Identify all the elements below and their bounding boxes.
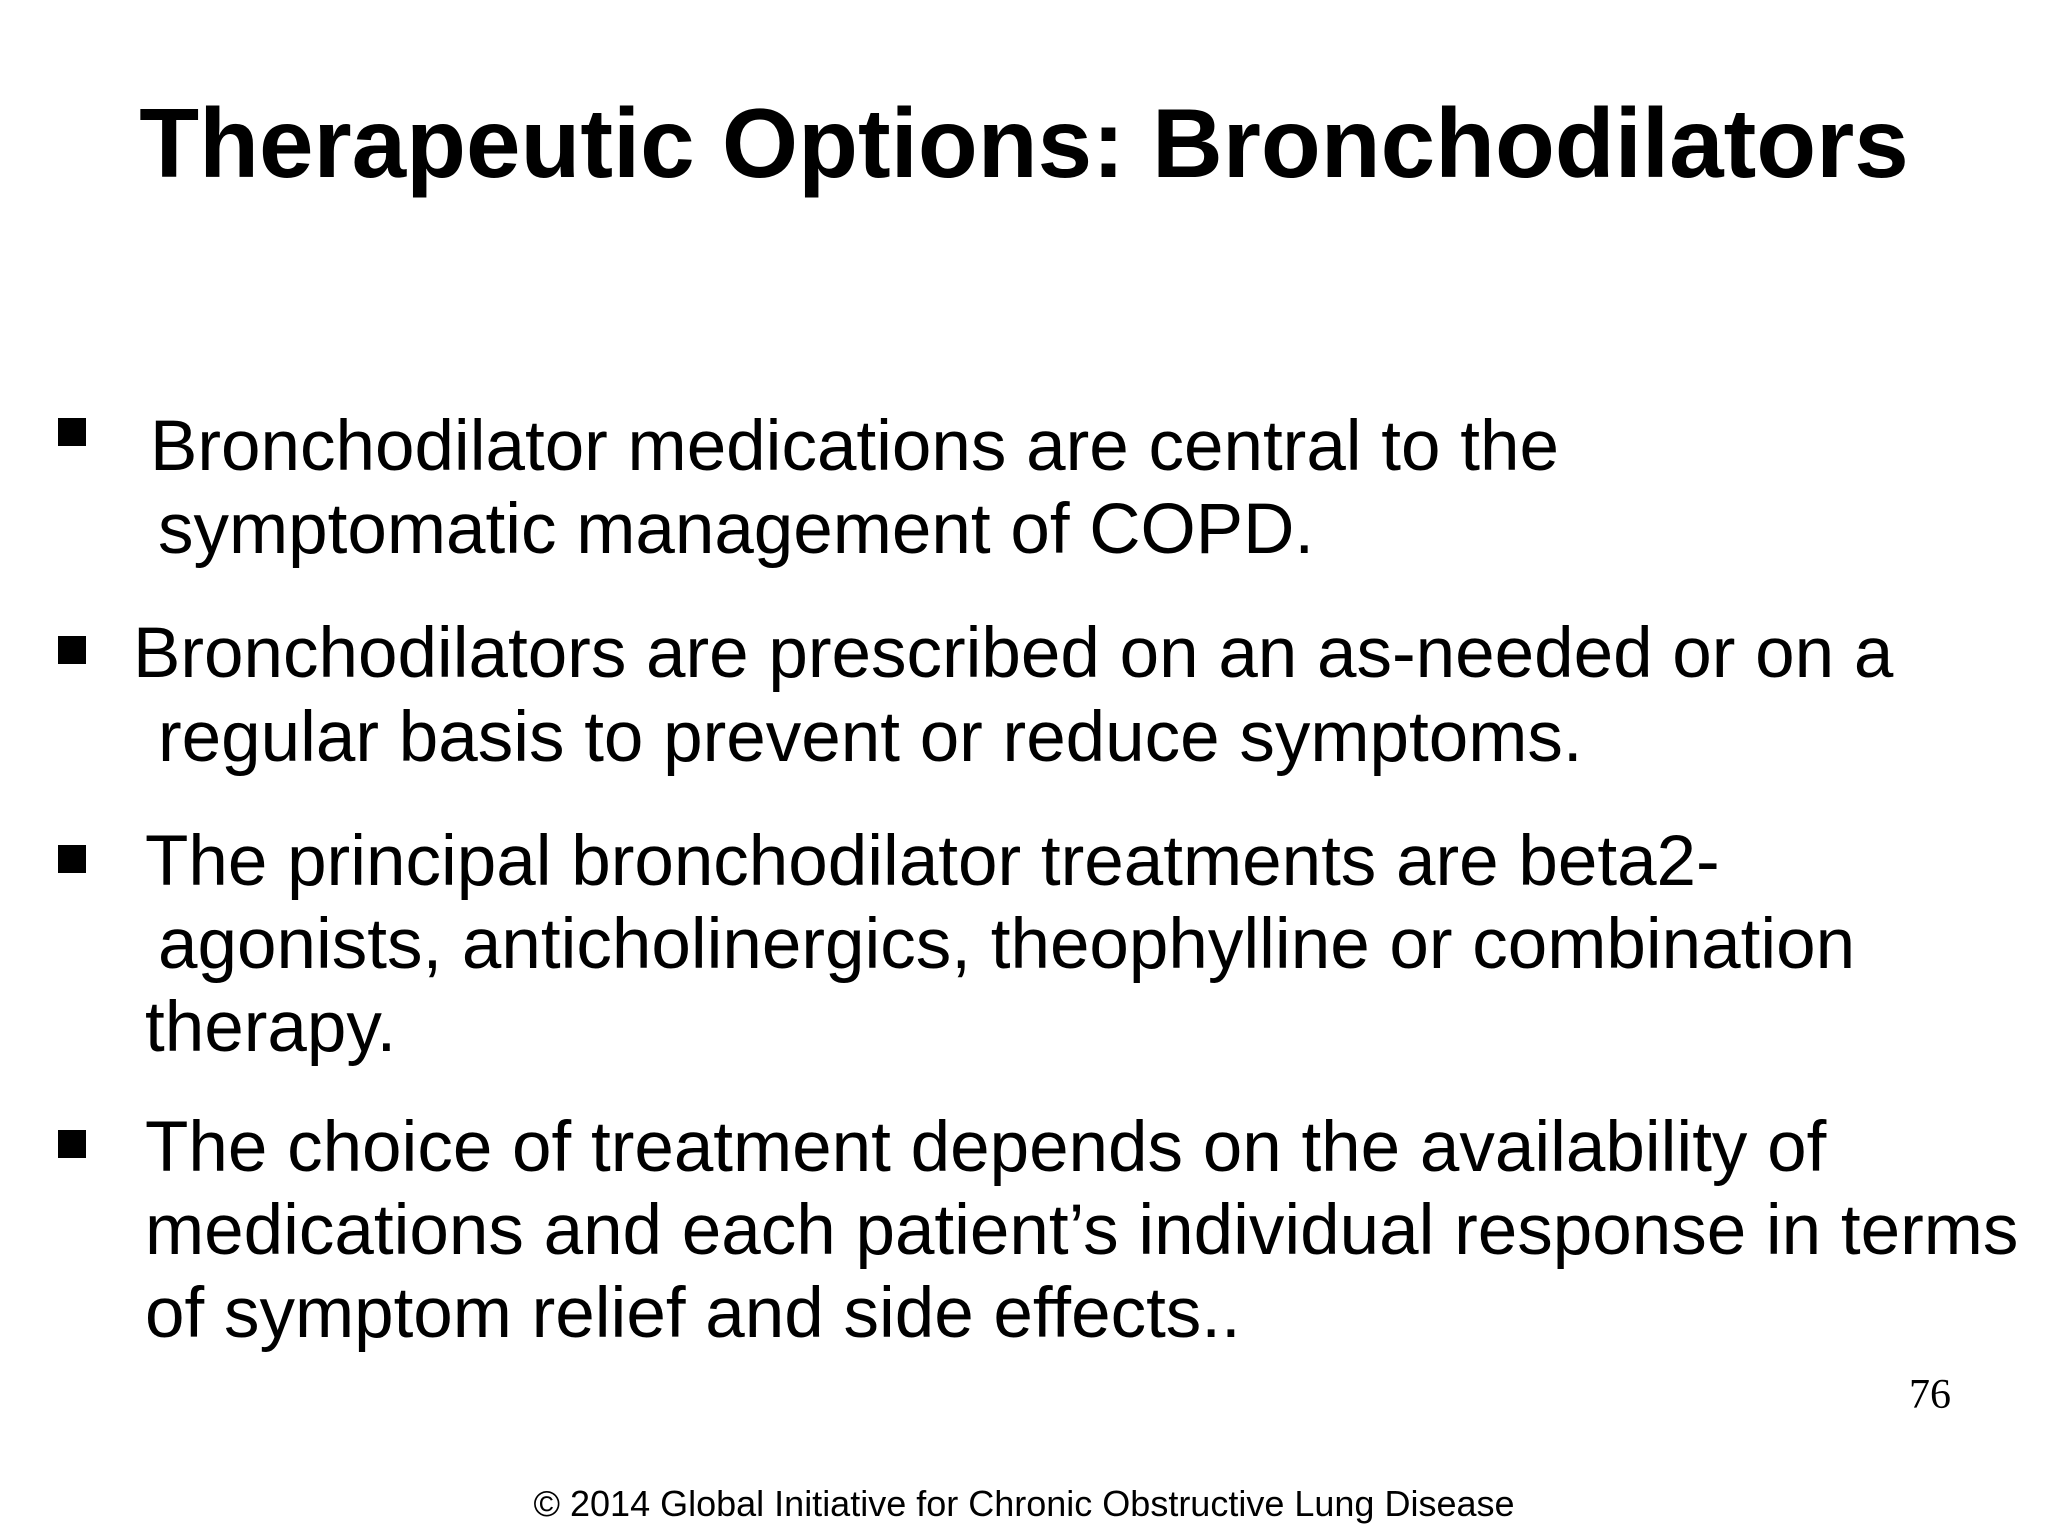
bullet-4-line-1: The choice of treatment depends on the availability of [145,1108,1827,1187]
bullet-2-line-1: Bronchodilators are prescribed on an as-needed or on a [133,614,1894,693]
bullet-2-line-2: regular basis to prevent or reduce symptoms. [158,698,1583,777]
bullet-1-line-1: Bronchodilator medications are central to the [150,407,1559,486]
bullet-3-line-3: therapy. [145,988,397,1067]
copyright-footer: © 2014 Global Initiative for Chronic Obstructive Lung Disease [533,1483,1515,1524]
bullet-3-line-1: The principal bronchodilator treatments are beta2- [145,822,1720,901]
square-bullet-icon [58,636,86,664]
bullet-3-line-2: agonists, anticholinergics, theophylline or combination [158,905,1856,984]
square-bullet-icon [58,1130,86,1158]
bullet-1-line-2: symptomatic management of COPD. [158,490,1315,569]
bullet-4-line-3: of symptom relief and side effects.. [145,1274,1241,1353]
page-number: 76 [1909,1372,1951,1418]
square-bullet-icon [58,418,86,446]
bullet-4-line-2: medications and each patient’s individual response in terms [145,1191,2019,1270]
slide-title: Therapeutic Options: Bronchodilators [139,88,1909,198]
square-bullet-icon [58,845,86,873]
